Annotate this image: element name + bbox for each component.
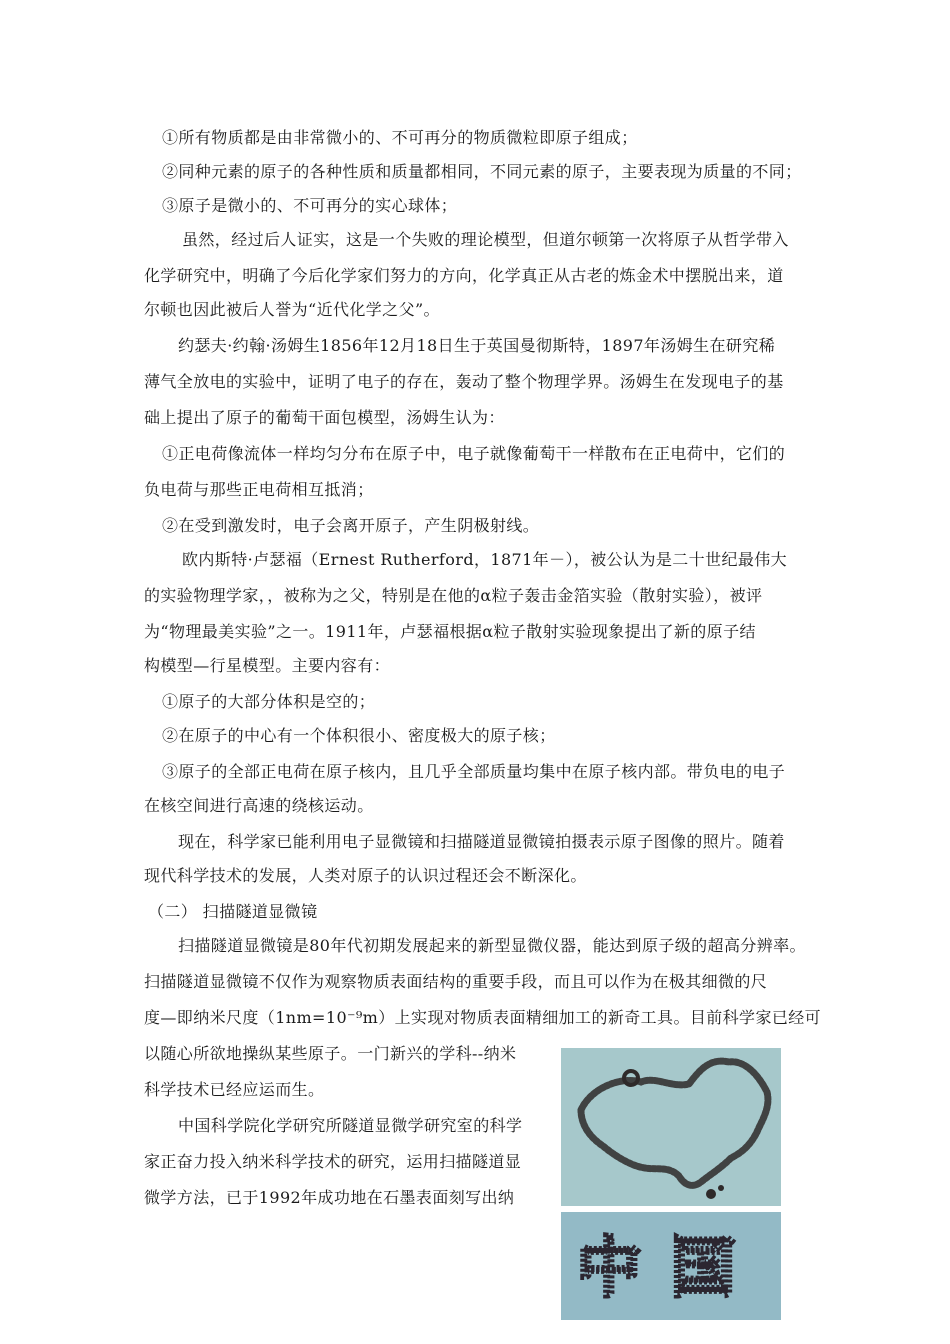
china-characters-text: 中国	[577, 1232, 765, 1306]
text-line: ②在原子的中心有一个体积很小、密度极大的原子核；	[162, 726, 556, 745]
text-line: 础上提出了原子的葡萄干面包模型，汤姆生认为：	[144, 408, 505, 427]
text-line: ①正电荷像流体一样均匀分布在原子中，电子就像葡萄干一样散布在正电荷中，它们的	[162, 444, 786, 463]
text-line: 在核空间进行高速的绕核运动。	[144, 796, 374, 815]
text-line: ②在受到激发时，电子会离开原子，产生阴极射线。	[162, 516, 540, 535]
text-line: 现代科学技术的发展，人类对原子的认识过程还会不断深化。	[144, 866, 587, 885]
text-line: ③原子是微小的、不可再分的实心球体；	[162, 196, 458, 215]
text-line: 现在，科学家已能利用电子显微镜和扫描隧道显微镜拍摄表示原子图像的照片。随着	[178, 832, 785, 851]
text-line: 微学方法，已于1992年成功地在石墨表面刻写出纳	[144, 1188, 515, 1207]
text-line: 构模型—行星模型。主要内容有：	[144, 656, 391, 675]
china-characters-image	[561, 1212, 781, 1320]
text-line: ①原子的大部分体积是空的；	[162, 692, 376, 711]
text-line: 化学研究中，明确了今后化学家们努力的方向，化学真正从古老的炼金术中摆脱出来，道	[144, 266, 784, 285]
text-line: 中国科学院化学研究所隧道显微学研究室的科学	[178, 1116, 523, 1135]
text-line: 扫描隧道显微镜不仅作为观察物质表面结构的重要手段，而且可以作为在极其细微的尺	[144, 972, 768, 991]
text-line: 为“物理最美实验”之一。1911年，卢瑟福根据α粒子散射实验现象提出了新的原子结	[144, 622, 756, 641]
text-line: 薄气全放电的实验中，证明了电子的存在，轰动了整个物理学界。汤姆生在发现电子的基	[144, 372, 784, 391]
china-map-image	[561, 1048, 781, 1206]
text-line: 负电荷与那些正电荷相互抵消；	[144, 480, 374, 499]
section-heading: （二） 扫描隧道显微镜	[148, 902, 318, 921]
china-map-drawing	[561, 1048, 781, 1206]
text-line: ③原子的全部正电荷在原子核内，且几乎全部质量均集中在原子核内部。带负电的电子	[162, 762, 786, 781]
china-characters-drawing	[561, 1212, 781, 1320]
text-line: 科学技术已经应运而生。	[144, 1080, 325, 1099]
text-line: 扫描隧道显微镜是80年代初期发展起来的新型显微仪器，能达到原子级的超高分辨率。	[178, 936, 806, 955]
text-line: 尔顿也因此被后人誉为“近代化学之父”。	[144, 300, 440, 319]
text-line: 度—即纳米尺度（1nm=10⁻⁹m）上实现对物质表面精细加工的新奇工具。目前科学家已经可	[144, 1008, 822, 1027]
text-line: 的实验物理学家，，被称为之父，特别是在他的α粒子轰击金箔实验（散射实验），被评	[144, 586, 763, 605]
text-line: ①所有物质都是由非常微小的、不可再分的物质微粒即原子组成；	[162, 128, 638, 147]
text-line: ②同种元素的原子的各种性质和质量都相同，不同元素的原子，主要表现为质量的不同；	[162, 162, 802, 181]
text-line: 约瑟夫·约翰·汤姆生1856年12月18日生于英国曼彻斯特，1897年汤姆生在研究稀	[178, 336, 776, 355]
text-line: 虽然，经过后人证实，这是一个失败的理论模型，但道尔顿第一次将原子从哲学带入	[182, 230, 789, 249]
text-line: 家正奋力投入纳米科学技术的研究，运用扫描隧道显	[144, 1152, 522, 1171]
text-line: 以随心所欲地操纵某些原子。一门新兴的学科--纳米	[144, 1044, 517, 1063]
text-line: 欧内斯特·卢瑟福（Ernest Rutherford，1871年－），被公认为是二十世纪最伟大	[182, 550, 788, 569]
